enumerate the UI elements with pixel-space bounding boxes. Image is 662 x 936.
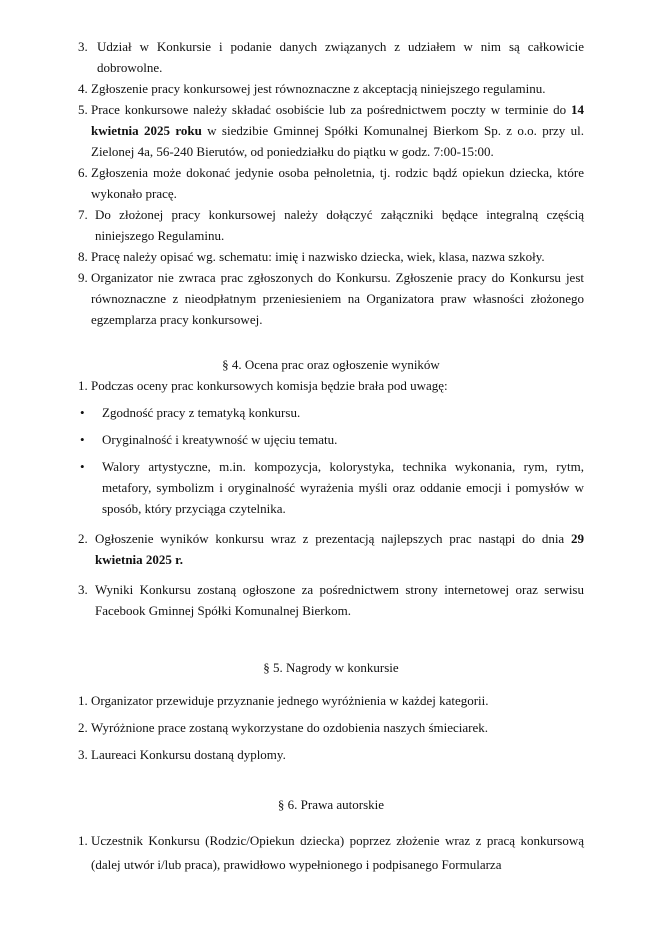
list-item	[78, 829, 584, 877]
bullet-text: Zgodność pracy z tematyką konkursu.	[102, 405, 301, 420]
item-text: Organizator przewiduje przyznanie jednego wyróżnienia w każdej kategorii.	[91, 693, 489, 708]
item-text: Zgłoszenie pracy konkursowej jest równoznaczne z akceptacją niniejszego regulaminu.	[91, 81, 546, 96]
item-number: 5.	[78, 102, 88, 117]
list-item	[78, 99, 584, 162]
bullet-icon: •	[80, 459, 85, 474]
item-text: Zgłoszenia może dokonać jedynie osoba pełnoletnia, tj. rodzic bądź opiekun dziecka, które wykonało pracę.	[91, 165, 584, 201]
item-number: 3.	[78, 39, 88, 54]
item-number: 1.	[78, 378, 88, 393]
bullet-item	[78, 456, 584, 519]
bullet-icon: •	[80, 432, 85, 447]
item-text: Laureaci Konkursu dostaną dyplomy.	[91, 747, 286, 762]
item-text: Udział w Konkursie i podanie danych związanych z udziałem w nim są całkowicie dobrowolne.	[97, 39, 584, 75]
item-number: 6.	[78, 165, 88, 180]
list-item	[78, 717, 584, 738]
list-item	[78, 78, 584, 99]
item-text: Podczas oceny prac konkursowych komisja będzie brała pod uwagę:	[91, 378, 448, 393]
item-text: Wyniki Konkursu zostaną ogłoszone za pośrednictwem strony internetowej oraz serwisu Facebook Gminnej Spółki Komunalnej Bierkom.	[95, 582, 584, 618]
deadline-date: 14 kwietnia 2025 roku	[91, 102, 584, 138]
item-text: Wyróżnione prace zostaną wykorzystane do ozdobienia naszych śmieciarek.	[91, 720, 488, 735]
item-text: Organizator nie zwraca prac zgłoszonych do Konkursu. Zgłoszenie pracy do Konkursu jest równoznaczne z nieodpłatnym przeniesieniem na Organizatora praw własności złożonego egzemplarza pracy konkursowej.	[91, 270, 584, 327]
item-number: 2.	[78, 720, 88, 735]
item-text: Ogłoszenie wyników konkursu wraz z prezentacją najlepszych prac nastąpi do dnia 29 kwietnia 2025 r.	[95, 531, 584, 567]
list-item	[78, 579, 584, 621]
section-heading: § 5. Nagrody w konkursie	[263, 660, 399, 675]
list-item	[78, 690, 584, 711]
section-heading: § 6. Prawa autorskie	[277, 797, 385, 812]
item-text: Uczestnik Konkursu (Rodzic/Opiekun dziecka) poprzez złożenie wraz z pracą konkursową (dalej utwór i/lub praca), prawidłowo wypełnionego i podpisanego Formularza	[91, 833, 584, 872]
list-item	[78, 267, 584, 330]
document-page	[78, 36, 584, 877]
list-item	[78, 744, 584, 765]
item-number: 3.	[78, 747, 88, 762]
list-item	[78, 36, 584, 78]
item-text: Pracę należy opisać wg. schematu: imię i nazwisko dziecka, wiek, klasa, nazwa szkoły.	[91, 249, 545, 264]
item-number: 1.	[78, 693, 88, 708]
item-text: Do złożonej pracy konkursowej należy dołączyć załączniki będące integralną częścią niniejszego Regulaminu.	[95, 207, 584, 243]
bullet-item	[78, 429, 584, 450]
item-text: Prace konkursowe należy składać osobiście lub za pośrednictwem poczty w terminie do 14 kwietnia 2025 roku w siedzibie Gminnej Spółki Komunalnej Bierkom Sp. z o.o. przy ul. Zielonej 4a, 56-240 Bierutów, od poniedziałku do piątku w godz. 7:00-15:00.	[91, 102, 585, 159]
results-date: 29 kwietnia 2025 r.	[95, 531, 584, 567]
bullet-icon: •	[80, 405, 85, 420]
list-item	[78, 162, 584, 204]
list-item	[78, 246, 584, 267]
bullet-text: Walory artystyczne, m.in. kompozycja, kolorystyka, technika wykonania, rym, rytm, metafory, symbolizm i oryginalność wyrażenia myśli oraz oddanie emocji i pomysłów w sposób, który przyciąga czytelnika.	[102, 459, 584, 516]
item-number: 9.	[78, 270, 88, 285]
list-item	[78, 204, 584, 246]
item-number: 3.	[78, 582, 88, 597]
bullet-text: Oryginalność i kreatywność w ujęciu tematu.	[102, 432, 338, 447]
item-number: 1.	[78, 833, 88, 848]
item-number: 4.	[78, 81, 88, 96]
list-item	[78, 375, 584, 396]
item-number: 8.	[78, 249, 88, 264]
section-heading: § 4. Ocena prac oraz ogłoszenie wyników	[222, 357, 440, 372]
item-number: 2.	[78, 531, 88, 546]
item-number: 7.	[78, 207, 88, 222]
bullet-item	[78, 402, 584, 423]
list-item	[78, 528, 584, 570]
